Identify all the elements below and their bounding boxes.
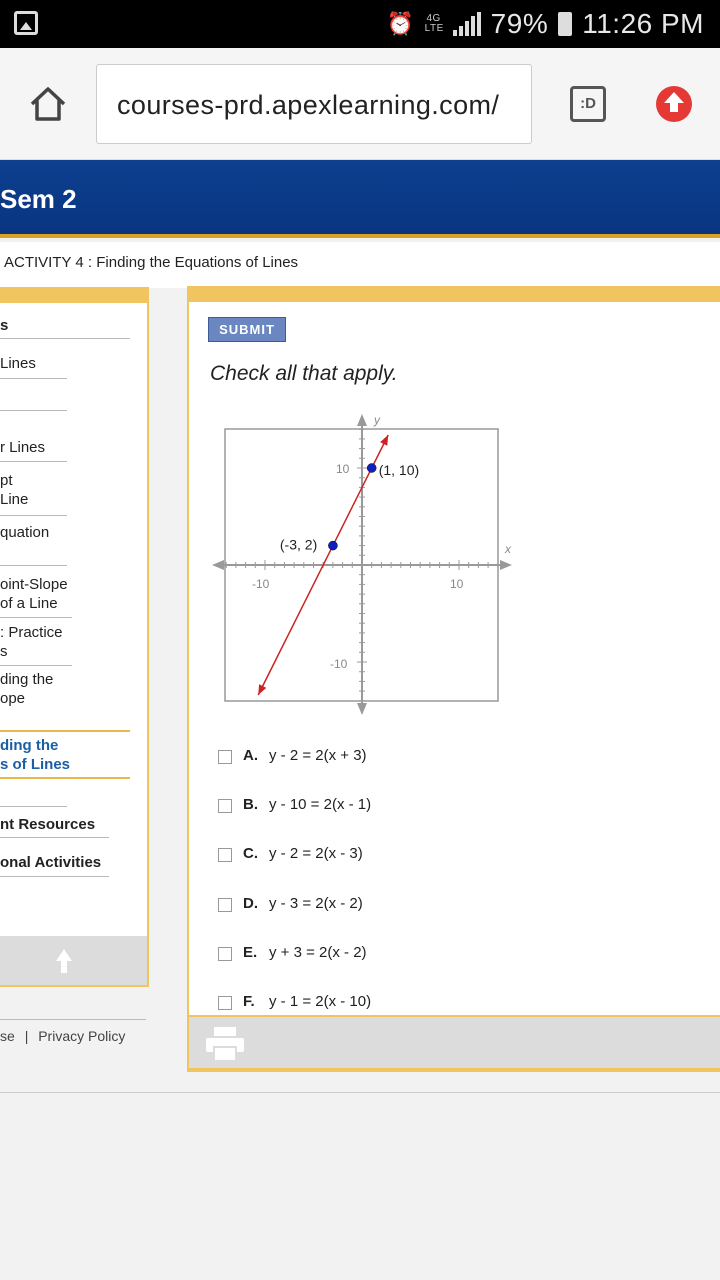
divider [0, 730, 130, 732]
divider [0, 410, 67, 411]
submit-button[interactable]: SUBMIT [208, 317, 286, 342]
choice-equation: y - 2 = 2(x - 3) [269, 844, 363, 862]
sidebar-item-current[interactable]: ding the [0, 737, 59, 754]
divider [0, 806, 67, 807]
course-header [0, 160, 720, 238]
question-footer [189, 1015, 720, 1070]
divider [0, 876, 109, 877]
sidebar-item[interactable]: ope [0, 690, 26, 707]
sidebar-item-student-resources[interactable]: nt Resources [0, 816, 96, 833]
sidebar-footer [0, 936, 149, 987]
sidebar-item[interactable]: Line [0, 491, 29, 508]
x-axis-label: x [505, 542, 511, 556]
arrow-up-icon[interactable] [55, 948, 73, 974]
choice-letter: A. [243, 746, 258, 764]
sidebar-nav [0, 287, 149, 987]
footer-links [0, 1028, 125, 1044]
footer-link[interactable]: se [0, 1028, 15, 1044]
choice-equation: y - 1 = 2(x - 10) [269, 992, 372, 1010]
divider [0, 617, 72, 618]
divider [0, 1019, 146, 1020]
y-axis-arrow-down [357, 703, 367, 715]
choice-letter: D. [243, 894, 258, 912]
question-prompt: Check all that apply. [210, 362, 398, 385]
divider [0, 1092, 720, 1093]
sidebar-item-current[interactable]: s of Lines [0, 756, 71, 773]
choice-equation: y - 3 = 2(x - 2) [269, 894, 363, 912]
point-neg3-2 [328, 541, 337, 550]
choice-letter: C. [243, 844, 258, 862]
choice-c[interactable] [218, 843, 363, 863]
divider [0, 378, 67, 379]
point-label: (1, 10) [378, 462, 420, 478]
choice-letter: B. [243, 795, 258, 813]
divider [0, 665, 72, 666]
sidebar-item[interactable]: pt [0, 472, 13, 489]
point-1-10 [367, 464, 376, 473]
signal-icon [453, 12, 481, 36]
choice-letter: F. [243, 992, 255, 1010]
y-axis-arrow-up [357, 414, 367, 426]
divider [0, 837, 109, 838]
battery-level: 79% [490, 8, 549, 39]
clock: 11:26 PM [582, 8, 704, 39]
sidebar-item[interactable]: ding the [0, 671, 54, 688]
gallery-notification-icon [14, 11, 38, 35]
sidebar-item[interactable]: quation [0, 524, 50, 541]
privacy-policy-link[interactable]: Privacy Policy [38, 1028, 126, 1044]
divider [0, 515, 67, 516]
separator: | [24, 1028, 29, 1044]
sidebar-item[interactable]: s [0, 317, 9, 334]
checkbox[interactable] [218, 750, 232, 764]
sidebar-item[interactable]: s [0, 643, 8, 660]
checkbox[interactable] [218, 947, 232, 961]
choice-b[interactable] [218, 794, 371, 814]
choice-a[interactable] [218, 745, 367, 765]
upload-icon[interactable] [656, 86, 692, 122]
x-tick-label: 10 [450, 577, 464, 591]
checkbox[interactable] [218, 898, 232, 912]
y-tick-label: -10 [330, 657, 348, 671]
choice-letter: E. [243, 943, 258, 961]
home-icon[interactable] [28, 84, 68, 124]
course-title: Sem 2 [0, 184, 77, 214]
sidebar-item[interactable]: oint-Slope [0, 576, 68, 593]
checkbox[interactable] [218, 996, 232, 1010]
print-icon[interactable] [206, 1027, 244, 1061]
choice-equation: y - 10 = 2(x - 1) [269, 795, 372, 813]
divider [0, 565, 67, 566]
x-axis-arrow-right [500, 560, 512, 570]
choice-equation: y + 3 = 2(x - 2) [269, 943, 367, 961]
choice-equation: y - 2 = 2(x + 3) [269, 746, 367, 764]
point-label: (-3, 2) [279, 536, 318, 553]
url-field[interactable]: courses-prd.apexlearning.com/ [96, 64, 532, 144]
sidebar-item[interactable]: r Lines [0, 439, 46, 456]
choice-d[interactable] [218, 893, 363, 913]
divider [0, 338, 130, 339]
network-type: 4G LTE [424, 13, 444, 34]
x-axis-arrow-left [212, 560, 224, 570]
choice-e[interactable] [218, 942, 367, 962]
y-axis-label: y [374, 413, 380, 427]
alarm-icon: ⏰ [386, 11, 415, 36]
divider [0, 461, 67, 462]
tabs-icon[interactable]: :D [570, 86, 606, 122]
x-tick-label: -10 [252, 577, 270, 591]
checkbox[interactable] [218, 848, 232, 862]
sidebar-item[interactable]: Lines [0, 355, 36, 372]
activity-title: ACTIVITY 4 : Finding the Equations of Lines [4, 254, 299, 271]
checkbox[interactable] [218, 799, 232, 813]
sidebar-item-additional-activities[interactable]: onal Activities [0, 854, 102, 871]
y-tick-label: 10 [336, 462, 350, 476]
browser-toolbar [0, 48, 720, 160]
choice-f[interactable] [218, 991, 371, 1011]
coordinate-graph [212, 410, 512, 715]
sidebar-item[interactable]: : Practice [0, 624, 63, 641]
sidebar-item[interactable]: of a Line [0, 595, 58, 612]
status-bar [0, 0, 720, 48]
battery-icon [558, 12, 572, 36]
divider [0, 777, 130, 779]
